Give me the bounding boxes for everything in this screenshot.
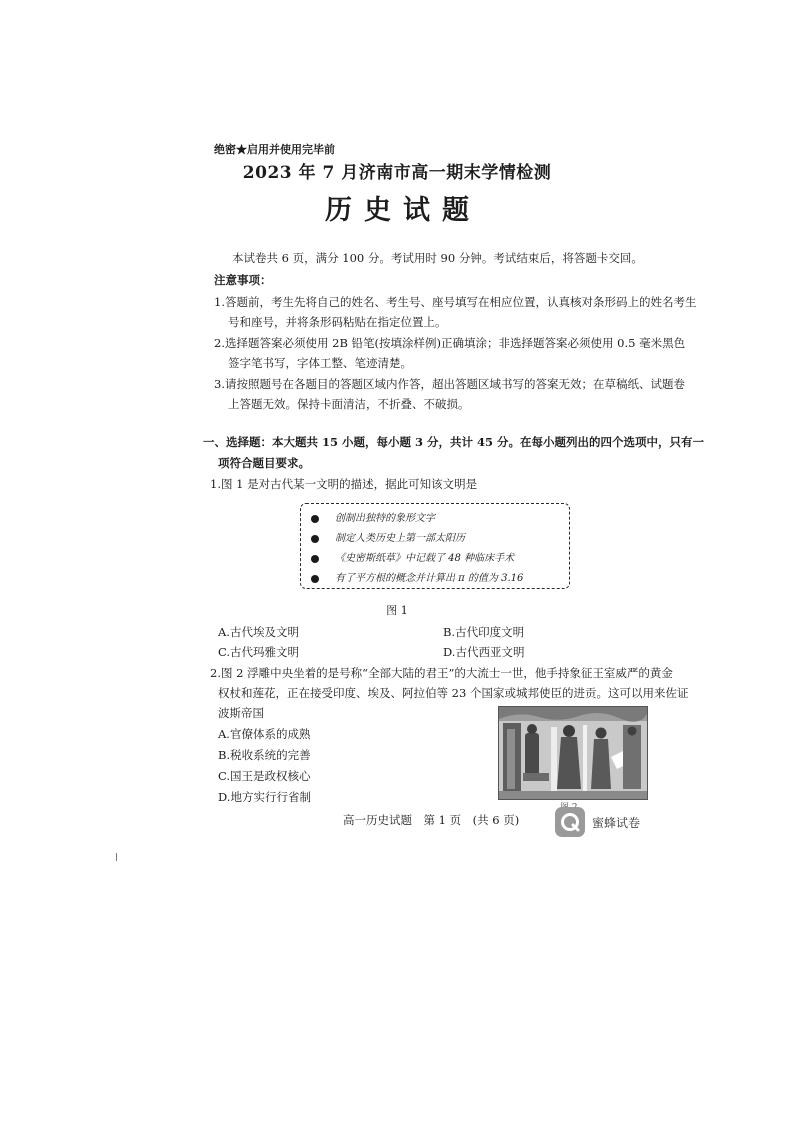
- bullet-icon: [311, 555, 319, 563]
- figure-1-label: 图 1: [386, 604, 408, 617]
- question-2-stem-line-3: 波斯帝国: [218, 706, 264, 720]
- section-heading-line-2: 项符合题目要求。: [218, 456, 310, 470]
- exam-title: 2023 年 7 月济南市高一期末学情检测: [242, 163, 552, 183]
- question-2-stem-line-2: 权杖和莲花，正在接受印度、埃及、阿拉伯等 23 个国家或城邦使臣的进贡。这可以用来佐证: [218, 686, 689, 700]
- scan-mark: [116, 853, 117, 861]
- q2-option-c[interactable]: C.国王是政权核心: [218, 769, 311, 783]
- watermark-label: 蜜蜂试卷: [592, 816, 641, 830]
- note-3-line-2: 上答题无效。保持卡面清洁，不折叠、不破损。: [228, 397, 470, 411]
- subject-title: 历史试题: [325, 195, 481, 226]
- bullet-icon: [311, 515, 319, 523]
- q1-option-b[interactable]: B.古代印度文明: [443, 625, 525, 639]
- q2-option-b[interactable]: B.税收系统的完善: [218, 748, 311, 762]
- note-1-line-1: 1.答题前，考生先将自己的姓名、考生号、座号填写在相应位置，认真核对条形码上的姓名考生: [214, 295, 697, 309]
- note-1-line-2: 号和座号，并将条形码粘贴在指定位置上。: [228, 315, 447, 329]
- figure-2-relief-image: [498, 706, 648, 800]
- figure-1-item: 《史密斯纸草》中记载了 48 种临床手术: [311, 549, 514, 564]
- bullet-icon: [311, 575, 319, 583]
- q2-option-a[interactable]: A.官僚体系的成熟: [218, 727, 311, 741]
- figure-1-item: 制定人类历史上第一部太阳历: [311, 529, 465, 544]
- question-2-stem-line-1: 2.图 2 浮雕中央坐着的是号称“全部大陆的君王”的大流士一世，他手持象征王室威严的黄金: [210, 666, 673, 680]
- intro-text: 本试卷共 6 页，满分 100 分。考试用时 90 分钟。考试结束后，将答题卡交回。: [232, 251, 643, 265]
- notes-heading: 注意事项：: [214, 273, 272, 287]
- note-3-line-1: 3.请按照题号在各题目的答题区域内作答，超出答题区域书写的答案无效；在草稿纸、试题卷: [214, 377, 685, 391]
- figure-1-box: [300, 503, 570, 589]
- relief-illustration: [499, 707, 647, 799]
- q-logo-icon: [555, 807, 585, 837]
- page-footer: 高一历史试题 第 1 页 (共 6 页): [343, 813, 520, 827]
- note-2-line-2: 签字笔书写，字体工整、笔迹清楚。: [228, 356, 412, 370]
- figure-1-item: 有了平方根的概念并计算出 π 的值为 3.16: [311, 569, 523, 584]
- figure-1-item: 创制出独特的象形文字: [311, 509, 435, 524]
- q1-option-c[interactable]: C.古代玛雅文明: [218, 645, 300, 659]
- section-heading-line-1: 一、选择题：本大题共 15 小题，每小题 3 分，共计 45 分。在每小题列出的四个选项中，只有一: [203, 435, 705, 449]
- q1-option-a[interactable]: A.古代埃及文明: [218, 625, 299, 639]
- secret-label: 绝密★启用并使用完毕前: [214, 143, 335, 156]
- note-2-line-1: 2.选择题答案必须使用 2B 铅笔(按填涂样例)正确填涂；非选择题答案必须使用 0.5 毫米黑色: [214, 336, 686, 350]
- bullet-icon: [311, 535, 319, 543]
- question-1-stem: 1.图 1 是对古代某一文明的描述，据此可知该文明是: [210, 477, 478, 491]
- q2-option-d[interactable]: D.地方实行行省制: [218, 790, 311, 804]
- q1-option-d[interactable]: D.古代西亚文明: [443, 645, 525, 659]
